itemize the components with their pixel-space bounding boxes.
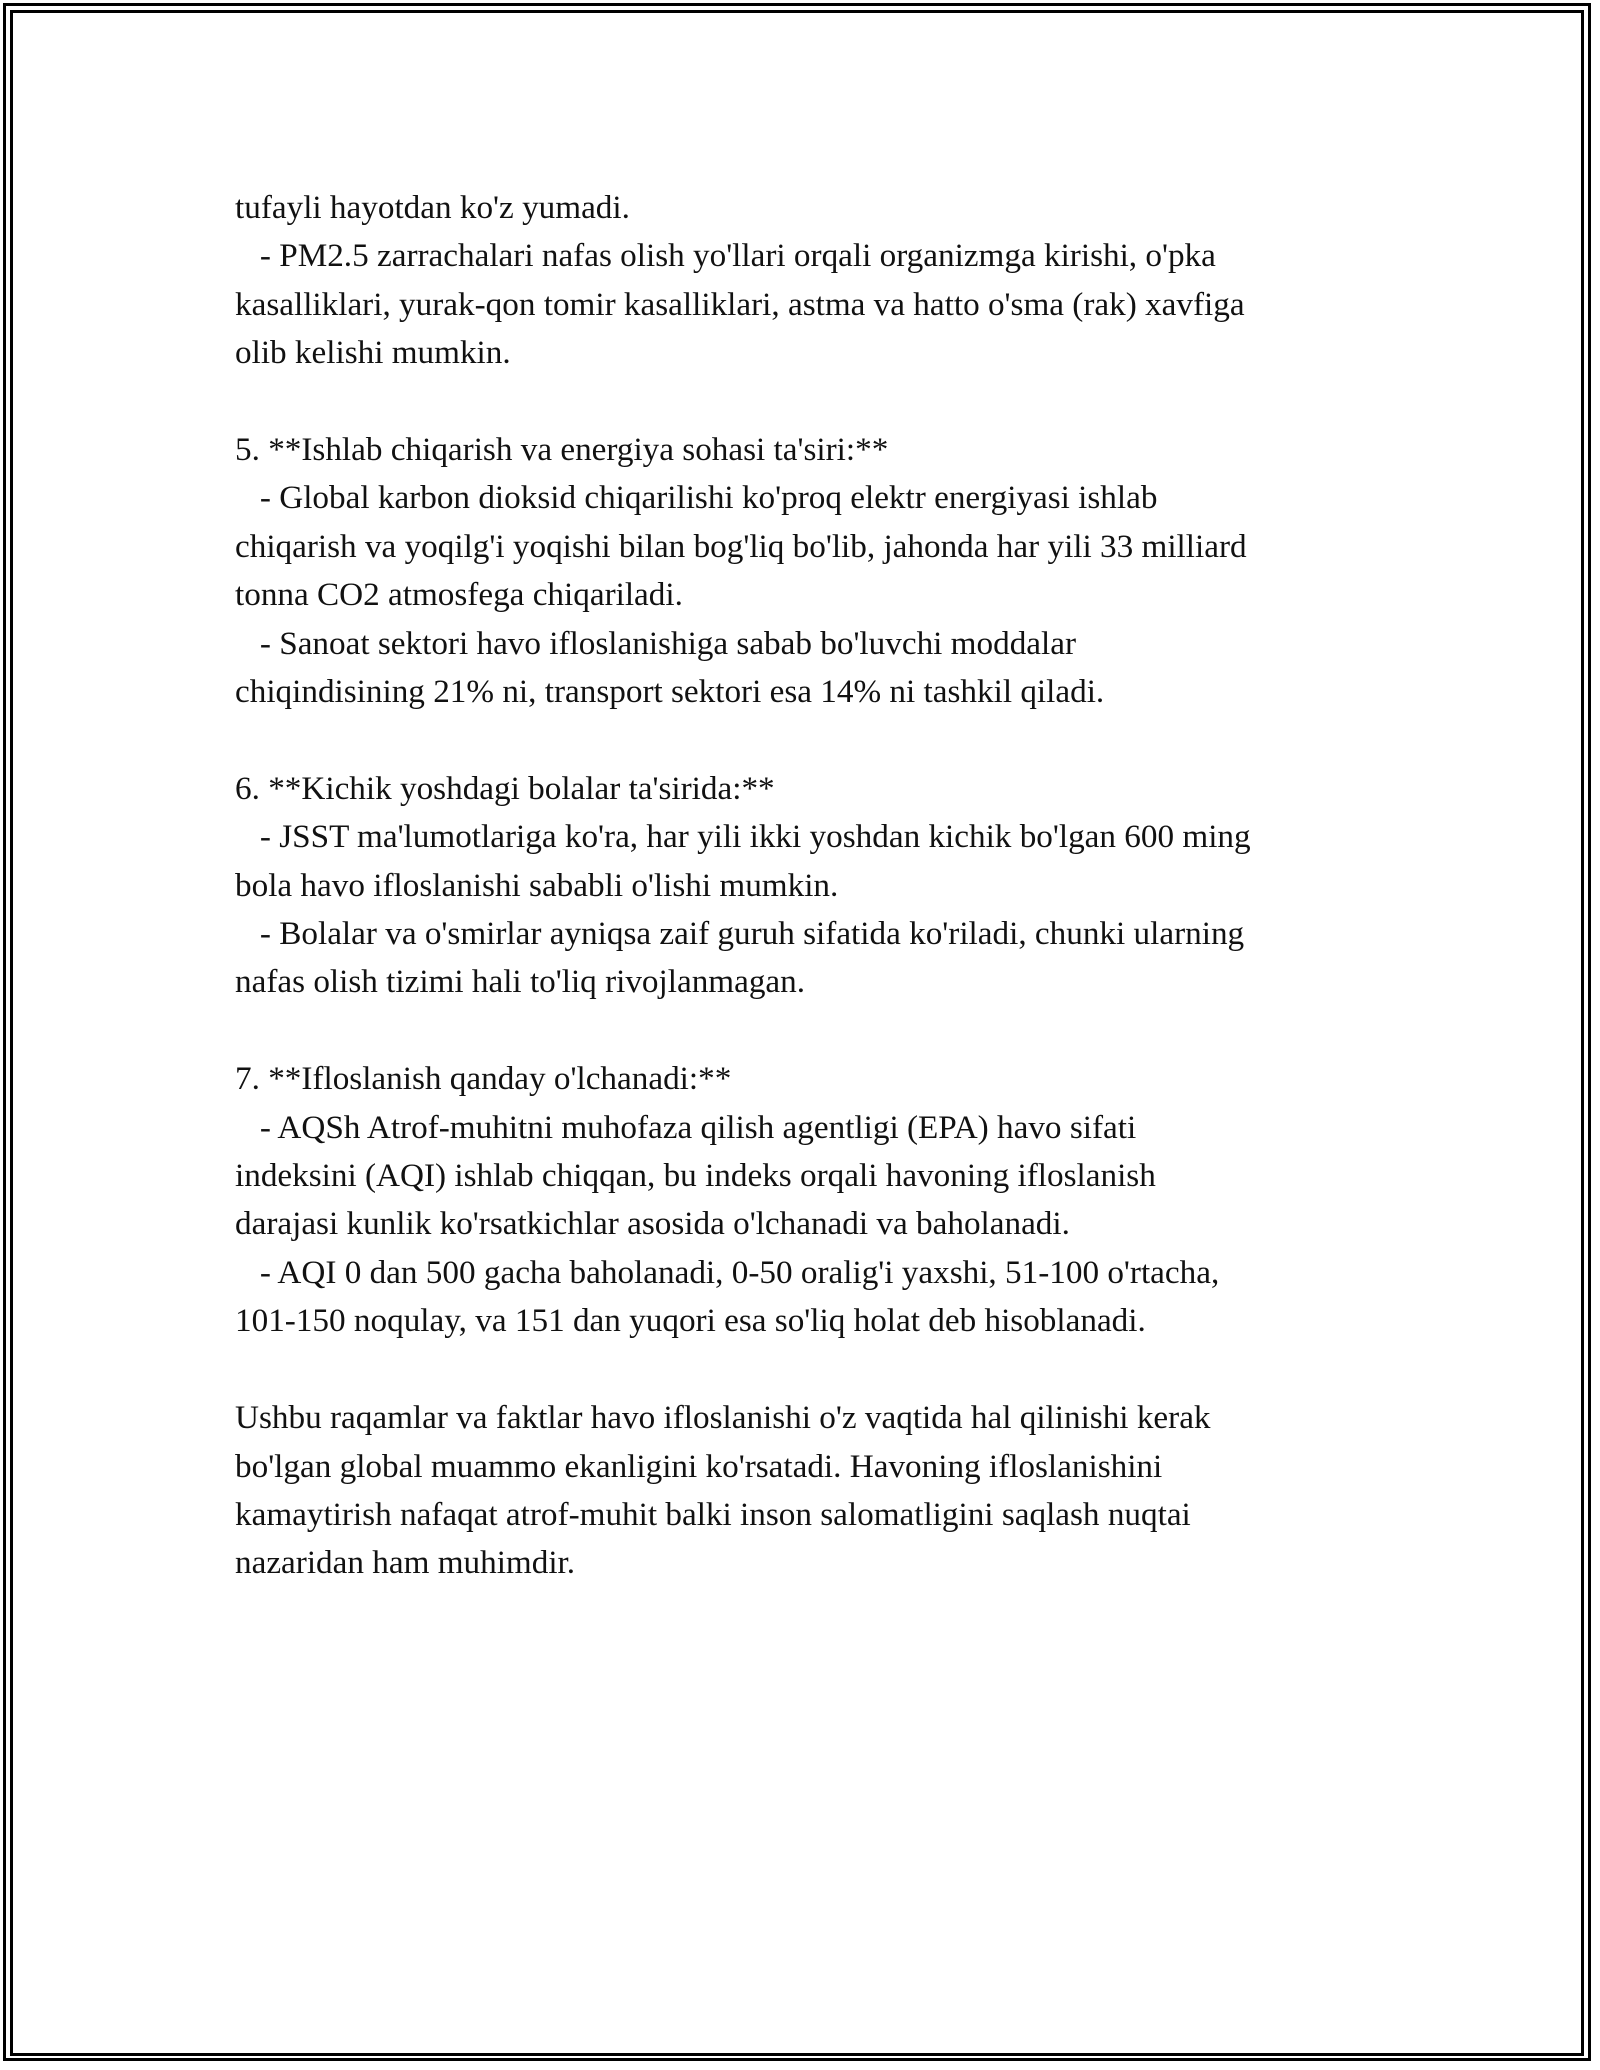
text-line: kasalliklari, yurak-qon tomir kasalliklari, astma va hatto o'sma (rak) xavfiga — [235, 285, 1245, 323]
text-line: - Bolalar va o'smirlar ayniqsa zaif guruh sifatida ko'riladi, chunki ularning — [235, 915, 1245, 953]
paragraph-gap — [235, 1346, 1370, 1394]
section-heading: 5. **Ishlab chiqarish va energiya sohasi ta'siri:** — [235, 431, 889, 469]
paragraph-gap — [235, 1007, 1370, 1055]
conclusion — [235, 1394, 1370, 1588]
intro-fragment — [235, 184, 1370, 378]
text-line: chiqarish va yoqilg'i yoqishi bilan bog'liq bo'lib, jahonda har yili 33 milliard — [235, 527, 1247, 565]
paragraph-gap — [235, 716, 1370, 764]
section-heading: 7. **Ifloslanish qanday o'lchanadi:** — [235, 1060, 732, 1098]
text-line: nazaridan ham muhimdir. — [235, 1544, 576, 1582]
text-line: 101-150 noqulay, va 151 dan yuqori esa so'liq holat deb hisoblanadi. — [235, 1302, 1146, 1340]
text-line: tufayli hayotdan ko'z yumadi. — [235, 189, 630, 226]
text-line: - AQSh Atrof-muhitni muhofaza qilish agentligi (EPA) havo sifati — [235, 1108, 1137, 1146]
text-line: bo'lgan global muammo ekanligini ko'rsatadi. Havoning ifloslanishini — [235, 1447, 1163, 1485]
text-line: nafas olish tizimi hali to'liq rivojlanmagan. — [235, 963, 806, 1001]
text-line: - PM2.5 zarrachalari nafas olish yo'llari orqali organizmga kirishi, o'pka — [235, 237, 1216, 275]
section-6 — [235, 765, 1370, 1007]
section-7 — [235, 1055, 1370, 1345]
document-body — [235, 184, 1370, 1588]
text-line: bola havo ifloslanishi sababli o'lishi mumkin. — [235, 866, 839, 904]
text-line: kamaytirish nafaqat atrof-muhit balki inson salomatligini saqlash nuqtai — [235, 1495, 1191, 1533]
text-line: olib kelishi mumkin. — [235, 334, 511, 372]
paragraph-gap — [235, 378, 1370, 426]
text-line: darajasi kunlik ko'rsatkichlar asosida o'lchanadi va baholanadi. — [235, 1205, 1070, 1243]
text-line: tonna CO2 atmosfega chiqariladi. — [235, 576, 683, 614]
text-line: - Sanoat sektori havo ifloslanishiga sabab bo'luvchi moddalar — [235, 624, 1077, 662]
text-line: Ushbu raqamlar va faktlar havo ifloslanishi o'z vaqtida hal qilinishi kerak — [235, 1399, 1211, 1437]
section-5 — [235, 426, 1370, 716]
text-line: indeksini (AQI) ishlab chiqqan, bu indeks orqali havoning ifloslanish — [235, 1157, 1156, 1195]
section-heading: 6. **Kichik yoshdagi bolalar ta'sirida:** — [235, 769, 775, 807]
text-line: - AQI 0 dan 500 gacha baholanadi, 0-50 oralig'i yaxshi, 51-100 o'rtacha, — [235, 1253, 1220, 1291]
text-line: - Global karbon dioksid chiqarilishi ko'proq elektr energiyasi ishlab — [235, 479, 1158, 517]
text-line: - JSST ma'lumotlariga ko'ra, har yili ikki yoshdan kichik bo'lgan 600 ming — [235, 818, 1251, 856]
text-line: chiqindisining 21% ni, transport sektori esa 14% ni tashkil qiladi. — [235, 673, 1105, 711]
